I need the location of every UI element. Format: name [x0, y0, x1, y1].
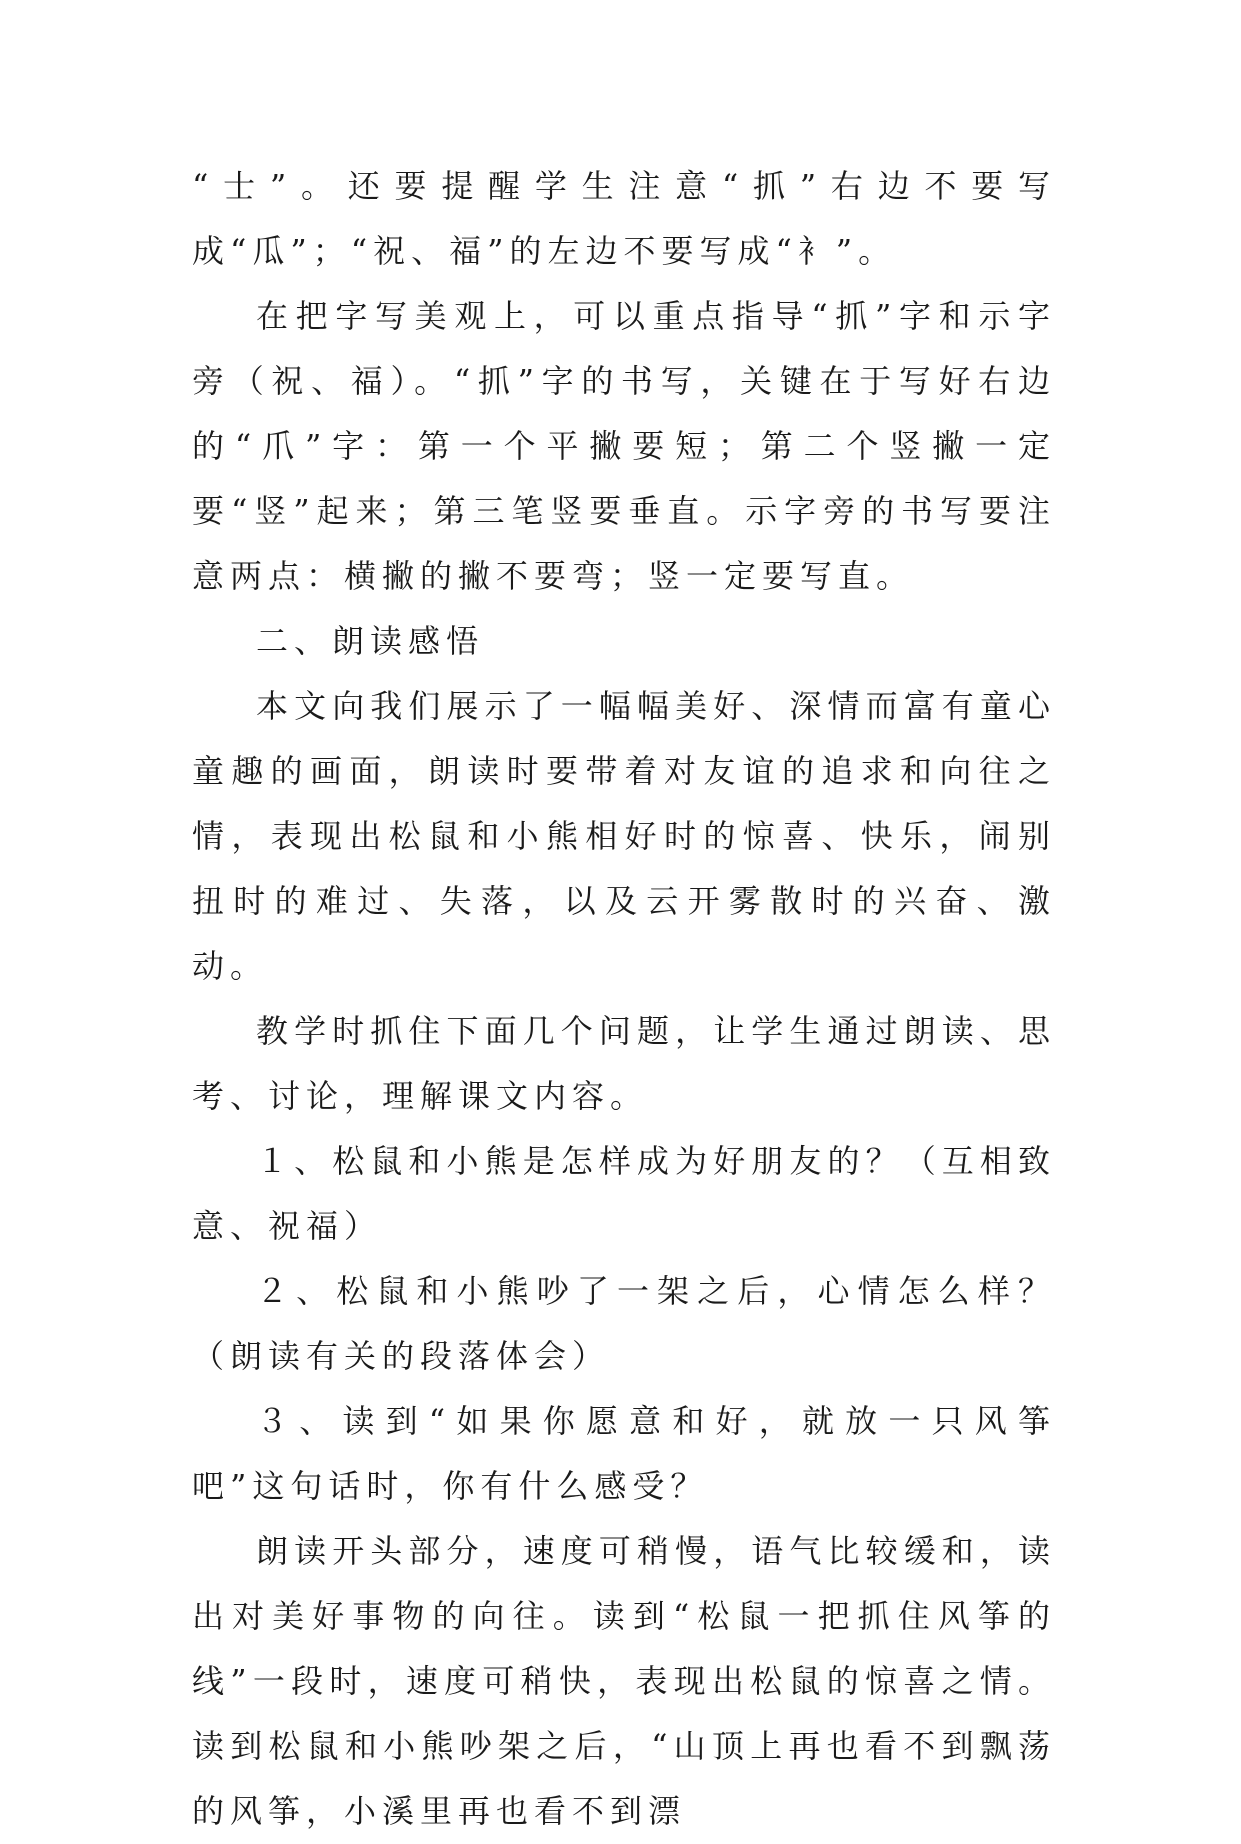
- document-body: [192, 154, 1056, 1844]
- paragraph-4: 教学时抓住下面几个问题，让学生通过朗读、思考、讨论，理解课文内容。: [192, 1012, 1056, 1115]
- question-3: ３、读到“如果你愿意和好，就放一只风筝吧”这句话时，你有什么感受？: [192, 1402, 1056, 1505]
- question-1: １、松鼠和小熊是怎样成为好朋友的？（互相致意、祝福）: [192, 1142, 1056, 1245]
- paragraph-5: 朗读开头部分，速度可稍慢，语气比较缓和，读出对美好事物的向往。读到“松鼠一把抓住风筝的线”一段时，速度可稍快，表现出松鼠的惊喜之情。读到松鼠和小熊吵架之后，“山顶上再也看不到飘荡的风筝，小溪里再也看不到漂: [192, 1532, 1056, 1830]
- paragraph-1: “士”。还要提醒学生注意“抓”右边不要写成“瓜”；“祝、福”的左边不要写成“衤”。: [192, 167, 1056, 270]
- question-2: ２、松鼠和小熊吵了一架之后，心情怎么样？（朗读有关的段落体会）: [192, 1272, 1056, 1375]
- section-heading: 二、朗读感悟: [256, 622, 485, 660]
- paragraph-3: 本文向我们展示了一幅幅美好、深情而富有童心童趣的画面，朗读时要带着对友谊的追求和向往之情，表现出松鼠和小熊相好时的惊喜、快乐，闹别扭时的难过、失落，以及云开雾散时的兴奋、激动。: [192, 687, 1056, 985]
- paragraph-2: 在把字写美观上，可以重点指导“抓”字和示字旁（祝、福）。“抓”字的书写，关键在于写好右边的“爪”字：第一个平撇要短；第二个竖撇一定要“竖”起来；第三笔竖要垂直。示字旁的书写要注意两点：横撇的撇不要弯；竖一定要写直。: [192, 297, 1056, 595]
